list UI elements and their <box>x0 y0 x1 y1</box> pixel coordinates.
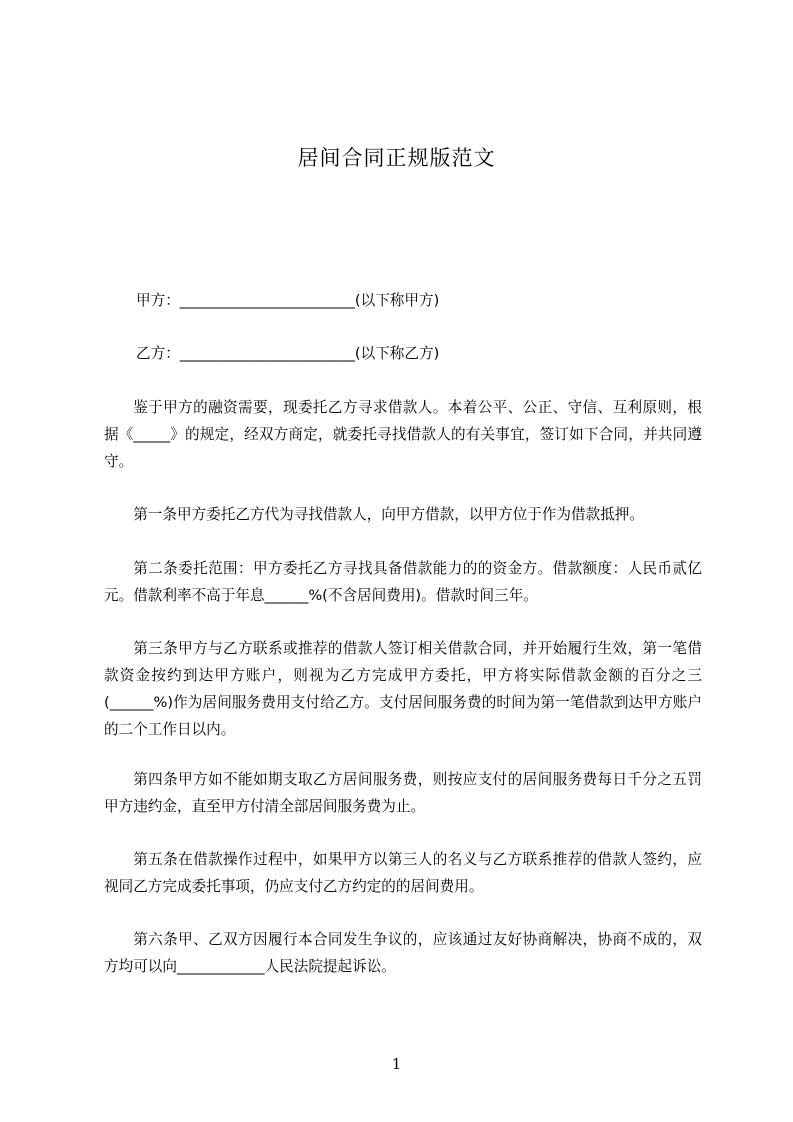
article-4-paragraph: 第四条甲方如不能如期支取乙方居间服务费，则按应支付的居间服务费每日千分之五罚甲方违约金，直至甲方付清全部居间服务费为止。 <box>104 771 702 815</box>
preamble-paragraph: 鉴于甲方的融资需要，现委托乙方寻求借款人。本着公平、公正、守信、互利原则，根据《_____》的规定，经双方商定，就委托寻找借款人的有关事宜，签订如下合同，并共同遵守。 <box>104 399 702 470</box>
party-b-line: 乙方：________________________(以下称乙方) <box>136 345 440 362</box>
party-a-line: 甲方：________________________(以下称甲方) <box>136 292 440 309</box>
document-title: 居间合同正规版范文 <box>297 146 496 170</box>
article-1-paragraph: 第一条甲方委托乙方代为寻找借款人，向甲方借款，以甲方位于作为借款抵押。 <box>133 506 644 523</box>
page-number: 1 <box>391 1055 402 1073</box>
article-5-paragraph: 第五条在借款操作过程中，如果甲方以第三人的名义与乙方联系推荐的借款人签约，应视同乙方完成委托事项，仍应支付乙方约定的的居间费用。 <box>104 851 702 895</box>
article-2-paragraph: 第二条委托范围：甲方委托乙方寻找具备借款能力的的资金方。借款额度：人民币贰亿元。借款利率不高于年息______%(不含居间费用)。借款时间三年。 <box>104 560 702 604</box>
article-6-paragraph: 第六条甲、乙双方因履行本合同发生争议的，应该通过友好协商解决，协商不成的，双方均可以向____________人民法院提起诉讼。 <box>104 931 702 975</box>
article-3-paragraph: 第三条甲方与乙方联系或推荐的借款人签订相关借款合同，并开始履行生效，第一笔借款资金按约到达甲方账户，则视为乙方完成甲方委托，甲方将实际借款金额的百分之三(______%)作为居间服务费用支付给乙方。支付居间服务费的时间为第一笔借款到达甲方账户的二个工作日以内。 <box>104 640 702 738</box>
